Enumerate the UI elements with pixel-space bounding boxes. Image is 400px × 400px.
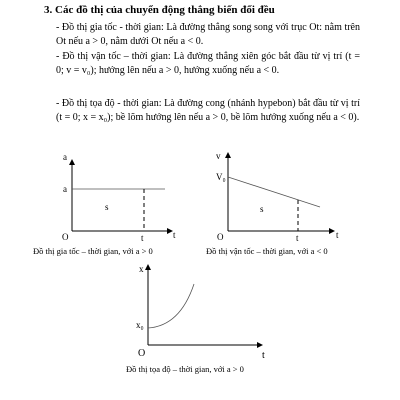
position-graph-description: - Đồ thị tọa độ - thời gian: Là đường cong (nhánh hypebon) bắt đầu từ vị trí (t = 0; x = x₀); bề lõm hướng lên nếu a > 0, bề lõm hướng xuống nếu a < 0).: [56, 98, 360, 123]
velocity-time-graph: [206, 151, 339, 256]
graph2-x-label: t: [336, 230, 339, 240]
graph2-velocity-line: [228, 177, 320, 207]
graph1-time-label: t: [141, 233, 144, 243]
graph3-y-label: x: [139, 264, 144, 274]
graph2-time-label: t: [296, 233, 299, 243]
graph2-start-label: V₀: [216, 172, 226, 182]
graph1-line-label: a: [63, 184, 67, 194]
graph2-caption: Đồ thị vận tốc – thời gian, với a < 0: [206, 246, 328, 256]
graph2-area-label: s: [260, 204, 264, 214]
graph2-y-label: v: [216, 151, 221, 161]
position-time-graph: [126, 264, 265, 374]
graph1-origin-label: O: [62, 232, 69, 242]
graph1-y-label: a: [63, 152, 67, 162]
section-heading: 3. Các đồ thị của chuyển động thẳng biến đổi đều: [44, 4, 275, 16]
graph1-caption: Đồ thị gia tốc – thời gian, với a > 0: [33, 246, 153, 256]
graph1-area-label: s: [105, 202, 109, 212]
acceleration-time-graph: [33, 152, 176, 256]
graph3-caption: Đồ thị tọa độ – thời gian, với a > 0: [126, 364, 244, 374]
graph3-position-curve: [148, 284, 194, 328]
graph3-start-label: x₀: [136, 320, 144, 330]
graph2-origin-label: O: [217, 232, 224, 242]
graph3-x-label: t: [262, 350, 265, 361]
acceleration-graph-description: - Đồ thị gia tốc - thời gian: Là đường thẳng song song với trục Ot: nằm trên Ot nếu a > 0, nằm dưới Ot nếu a < 0.: [56, 22, 360, 47]
graph3-origin-label: O: [138, 348, 146, 359]
graph1-x-label: t: [173, 230, 176, 240]
velocity-graph-description: - Đồ thị vận tốc – thời gian: Là đường thẳng xiên góc bắt đầu từ vị trí (t = 0; v = v₀); hướng lên nếu a > 0, hướng xuống nếu a < 0.: [56, 51, 360, 76]
